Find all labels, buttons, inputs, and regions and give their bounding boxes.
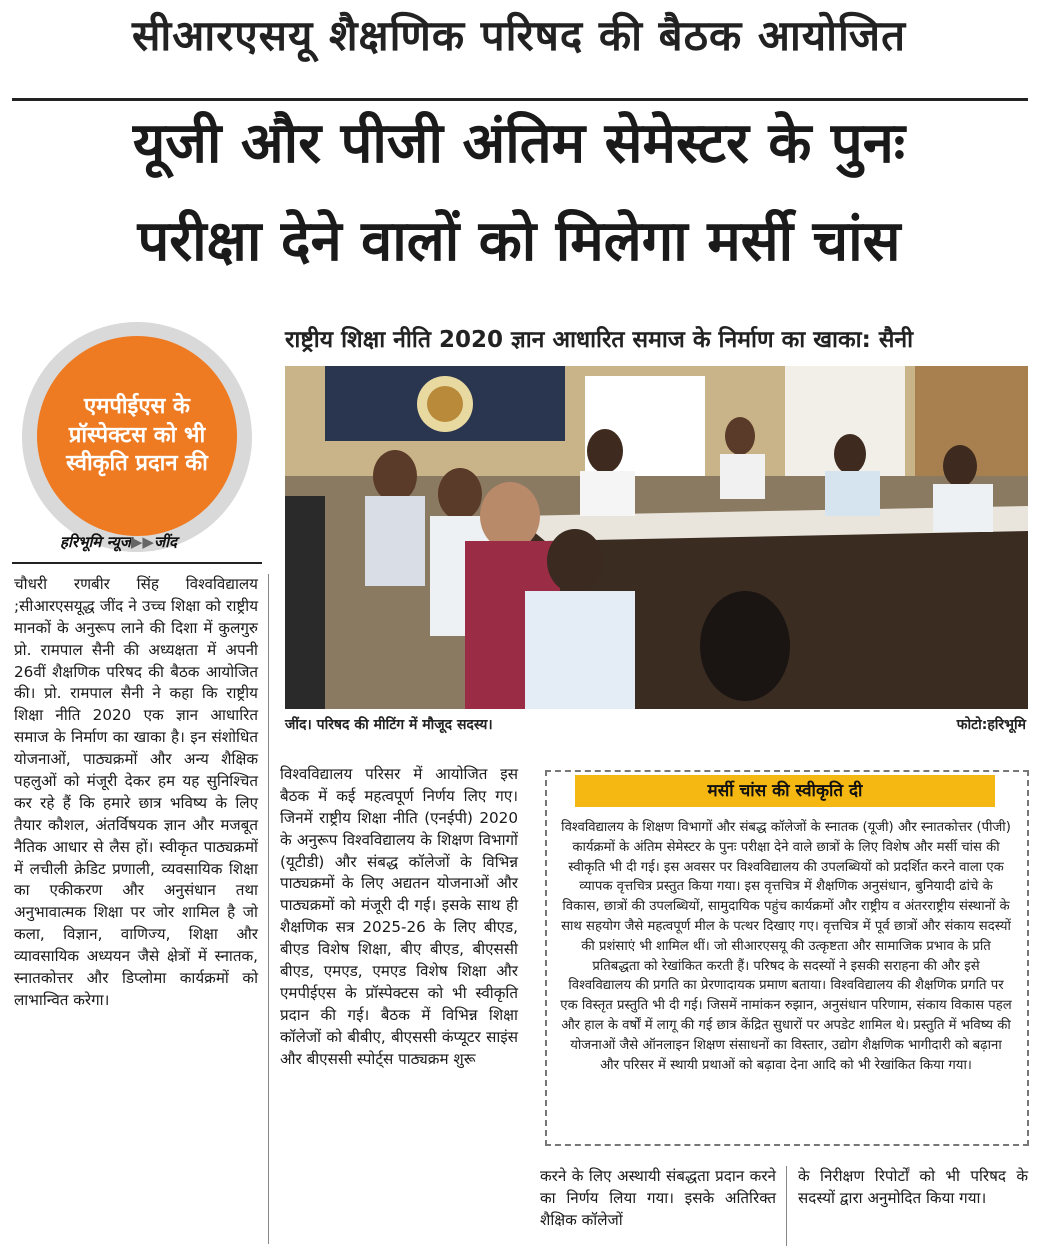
- highlight-badge: [37, 336, 237, 536]
- article-column-1: चौधरी रणबीर सिंह विश्वविद्यालय ;सीआरएसयूद्ध जींद ने उच्च शिक्षा को राष्ट्रीय मानकों के अनुरूप लाने की दिशा में कुलगुरु प्रो. रामपाल सैनी की अध्यक्षता में अपनी 26वीं शैक्षणिक परिषद की बैठक आयोजित की। प्रो. रामपाल सैनी ने कहा कि राष्ट्रीय शिक्षा नीति 2020 एक ज्ञान आधारित समाज के निर्माण का खाका है। इन संशोधित योजनाओं, पाठ्यक्रमों और अन्य शैक्षिक पहलुओं को मंजूरी देकर हम यह सुनिश्चित कर रहे हैं कि हमारे छात्र भविष्य के लिए तैयार कौशल, अंतर्विषयक ज्ञान और मजबूत नैतिक आधार से लैस हों। स्वीकृत पाठ्यक्रमों में लचीली क्रेडिट प्रणाली, व्यवसायिक शिक्षा का एकीकरण और अनुसंधान तथा अनुभावात्मक शिक्षा पर जोर शामिल है जो कला, विज्ञान, वाणिज्य, शिक्षा और व्यावसायिक अध्ययन जैसे क्षेत्रों में स्नातक, स्नातकोत्तर और डिप्लोमा कार्यक्रमों को लाभान्वित करेगा।: [14, 575, 258, 1009]
- sidebar-box-body: विश्वविद्यालय के शिक्षण विभागों और संबद्ध कॉलेजों के स्नातक (यूजी) और स्नातकोत्तर (पीजी) कार्यक्रमों के अंतिम सेमेस्टर के पुनः परीक्षा देने वाले छात्रों के लिए विशेष और मर्सी चांस की स्वीकृति भी दी गई। इस अवसर पर विश्वविद्यालय की उपलब्धियों को प्रदर्शित करने वाला एक व्यापक वृत्तचित्र प्रस्तुत किया गया। इस वृत्तचित्र में शैक्षणिक अनुसंधान, बुनियादी ढांचे के विकास, छात्रों की उपलब्धियों, सामुदायिक पहुंच कार्यक्रमों और राष्ट्रीय व अंतरराष्ट्रीय संस्थानों के साथ सहयोग जैसे महत्वपूर्ण मील के पत्थर दिखाए गए। वृत्तचित्र में पूर्व छात्रों और संकाय सदस्यों की प्रशंसाएं भी शामिल थीं। जो सीआरएसयू की उत्कृष्टता और सामाजिक प्रभाव के प्रति प्रतिबद्धता को रेखांकित करती हैं। परिषद के सदस्यों ने इसकी सराहना की और इसे विश्वविद्यालय की प्रगति का प्रेरणादायक प्रमाण बताया। विश्वविद्यालय की शैक्षणिक प्रगति पर एक विस्तृत प्रस्तुति भी दी गई। जिसमें नामांकन रुझान, अनुसंधान परिणाम, संकाय विकास पहल और हाल के वर्षों में लागू की गई छात्र केंद्रित सुधारों पर अपडेट शामिल थे। प्रस्तुति में भविष्य की योजनाओं जैसे ऑनलाइन शिक्षण संसाधनों का विस्तार, उद्योग शैक्षणिक भागीदारी को बढ़ाना और परिसर में स्थायी प्रथाओं को बढ़ावा देना आदि को भी रेखांकित किया गया।: [560, 820, 1012, 1073]
- article-column-3: करने के लिए अस्थायी संबद्धता प्रदान करने का निर्णय लिया गया। इसके अतिरिक्त शैक्षिक कॉलेजों: [540, 1167, 776, 1229]
- subheadline: राष्ट्रीय शिक्षा नीति 2020 ज्ञान आधारित समाज के निर्माण का खाका: सैनी: [285, 327, 914, 353]
- byline-place: जींद: [153, 533, 177, 551]
- article-column-4: के निरीक्षण रिपोर्टों को भी परिषद के सदस्यों द्वारा अनुमोदित किया गया।: [798, 1167, 1028, 1207]
- sidebar-box-title: मर्सी चांस की स्वीकृति दी: [575, 775, 995, 807]
- byline-arrow-icon: ▶▶: [130, 533, 154, 551]
- column-divider: [268, 574, 269, 1244]
- kicker-headline: सीआरएसयू शैक्षणिक परिषद की बैठक आयोजित: [131, 11, 907, 60]
- byline-source: हरिभूमि न्यूज: [60, 533, 131, 551]
- badge-text: एमपीईएस के प्रॉस्पेक्टस को भी स्वीकृति प्रदान की: [66, 394, 208, 477]
- byline-rule: [12, 562, 262, 564]
- article-column-2: विश्वविद्यालय परिसर में आयोजित इस बैठक में कई महत्वपूर्ण निर्णय लिए गए। जिनमें राष्ट्रीय शिक्षा नीति (एनईपी) 2020 के अनुरूप विश्वविद्यालय के शिक्षण विभागों (यूटीडी) और संबद्ध कॉलेजों के विभिन्न पाठ्यक्रमों के लिए अद्यतन योजनाओं और पाठ्यक्रमों को मंजूरी दी गई। इसके साथ ही शैक्षणिक सत्र 2025-26 के लिए बीएड, बीएड विशेष शिक्षा, बीए बीएड, बीएससी बीएड, एमएड, एमएड विशेष शिक्षा और एमपीईएस के प्रॉस्पेक्टस को भी स्वीकृति प्रदान की गई। बैठक में विभिन्न शिक्षा कॉलेजों को बीबीए, बीएससी कंप्यूटर साइंस और बीएससी स्पोर्ट्स पाठ्यक्रम शुरू: [280, 765, 518, 1068]
- photo-credit: फोटो:हरिभूमि: [956, 717, 1026, 733]
- column-divider: [786, 1166, 787, 1246]
- headline-line-2: परीक्षा देने वालों को मिलेगा मर्सी चांस: [137, 209, 901, 274]
- byline: [60, 532, 177, 552]
- kicker-rule: [12, 98, 1028, 101]
- meeting-photo: [285, 366, 1028, 709]
- headline-line-1: यूजी और पीजी अंतिम सेमेस्टर के पुनः: [132, 111, 906, 176]
- photo-caption: जींद। परिषद की मीटिंग में मौजूद सदस्य।: [285, 717, 493, 733]
- meeting-photo-illustration: [285, 366, 1028, 709]
